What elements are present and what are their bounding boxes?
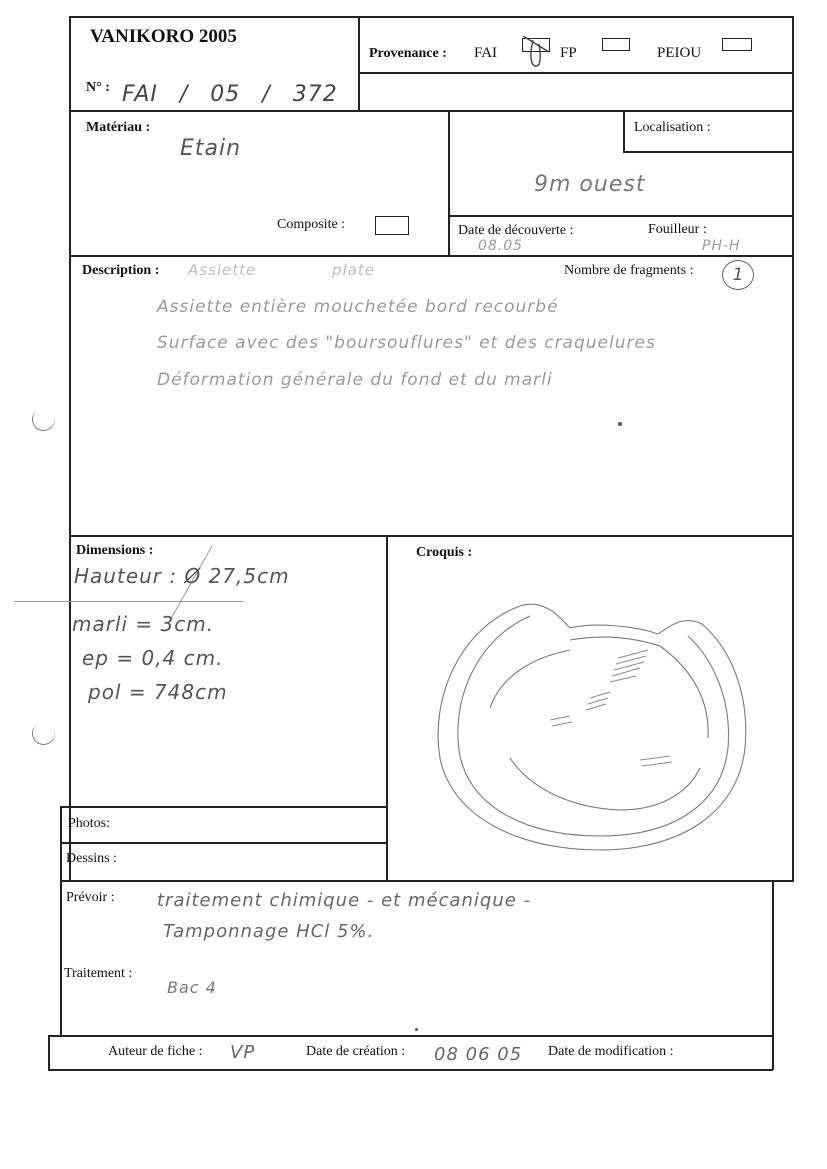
divider — [69, 255, 793, 257]
localisation-label: Localisation : — [634, 120, 711, 135]
divider — [623, 110, 625, 152]
auteur-label: Auteur de fiche : — [108, 1044, 203, 1059]
divider — [69, 110, 793, 112]
form-border-left — [69, 16, 71, 880]
provenance-option-peiou[interactable] — [657, 44, 701, 62]
prevoir-line: traitement chimique - et mécanique - — [157, 890, 532, 911]
description-line: Assiette entière mouchetée bord recourbé — [157, 297, 559, 317]
fouilleur-label: Fouilleur : — [648, 222, 707, 237]
provenance-checkbox-peiou[interactable] — [722, 38, 752, 51]
dimension-entry: ep = 0,4 cm. — [82, 646, 224, 670]
provenance-checkbox-fp[interactable] — [602, 38, 630, 51]
prevoir-line: Tamponnage HCl 5%. — [163, 921, 375, 942]
localisation-value[interactable]: 9m ouest — [534, 172, 646, 197]
form-title: VANIKORO 2005 — [90, 26, 237, 47]
footer-border-bottom — [48, 1069, 773, 1071]
description-label: Description : — [82, 263, 160, 278]
provenance-option-fai[interactable] — [474, 44, 497, 62]
fouilleur-value[interactable]: PH-H — [702, 238, 741, 254]
composite-label: Composite : — [277, 217, 346, 232]
description-line: Déformation générale du fond et du marli — [157, 370, 553, 390]
divider — [48, 1035, 773, 1037]
punch-hole-mark — [29, 405, 58, 434]
croquis-label: Croquis : — [416, 545, 473, 560]
provenance-label: Provenance : — [369, 46, 447, 61]
croquis-sketch — [420, 588, 770, 868]
modification-label: Date de modification : — [548, 1044, 674, 1059]
date-decouverte-label: Date de découverte : — [458, 223, 574, 238]
form-border-right — [792, 16, 794, 880]
form-divider-bottom — [60, 880, 794, 882]
dimension-entry: marli = 3cm. — [72, 612, 215, 636]
creation-value[interactable]: 08 06 05 — [434, 1044, 523, 1065]
numero-label: N° : — [86, 80, 110, 95]
stray-dot — [415, 1028, 418, 1031]
provenance-option-fp[interactable] — [560, 44, 577, 62]
traitement-label: Traitement : — [64, 966, 133, 981]
numero-value[interactable]: FAI / 05 / 372 — [122, 82, 338, 107]
fragments-value[interactable] — [722, 260, 754, 290]
dimension-entry: pol = 748cm — [88, 680, 228, 704]
divider — [386, 535, 388, 881]
stray-dot — [618, 422, 622, 426]
fragments-count: 1 — [732, 265, 744, 285]
materiau-value[interactable]: Etain — [180, 136, 242, 161]
provenance-option-label: FP — [560, 45, 577, 61]
lower-border-left — [60, 806, 62, 1036]
divider — [623, 151, 793, 153]
divider — [448, 110, 450, 256]
lower-border-right — [772, 880, 774, 1070]
provenance-option-label: PEIOU — [657, 45, 702, 61]
photos-label: Photos: — [68, 816, 111, 831]
description-line: Surface avec des "boursouflures" et des craquelures — [157, 333, 656, 353]
composite-checkbox[interactable] — [375, 216, 409, 235]
description-struck-text: Assiette plate — [188, 261, 376, 279]
dessins-label: Dessins : — [66, 851, 117, 866]
punch-hole-mark — [29, 719, 58, 748]
checkmark-icon — [519, 30, 553, 70]
form-border-top — [69, 16, 793, 18]
divider — [60, 842, 387, 844]
date-decouverte-value[interactable]: 08.05 — [478, 238, 524, 254]
dimensions-label: Dimensions : — [76, 543, 154, 558]
auteur-value[interactable]: VP — [230, 1042, 256, 1063]
divider — [69, 535, 793, 537]
divider — [448, 215, 793, 217]
prevoir-label: Prévoir : — [66, 890, 115, 905]
provenance-option-label: FAI — [474, 45, 498, 61]
divider — [358, 16, 360, 111]
fragments-label: Nombre de fragments : — [564, 263, 694, 278]
creation-label: Date de création : — [306, 1044, 406, 1059]
divider — [60, 806, 387, 808]
materiau-label: Matériau : — [86, 120, 151, 135]
dimension-entry: Hauteur : Ø 27,5cm — [74, 564, 290, 588]
footer-border-left — [48, 1035, 50, 1070]
traitement-value[interactable]: Bac 4 — [167, 978, 217, 997]
divider — [358, 72, 792, 74]
